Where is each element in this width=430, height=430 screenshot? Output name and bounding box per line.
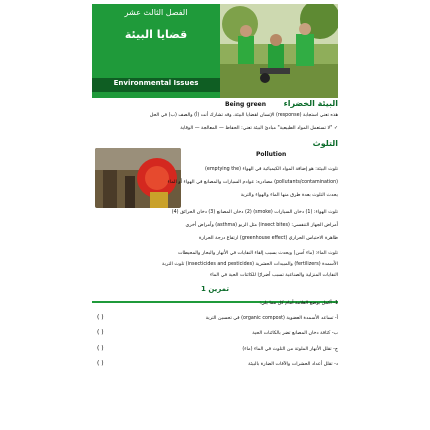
pollution-photo (95, 148, 181, 208)
pollution-line-4: تلوث الهواء: (1) دخان السيارات (smoke) (2) دخان المصانع (3) دخان الحرائق (4) (171, 210, 338, 215)
answer-slot-1[interactable]: ( ) (97, 314, 104, 321)
green-line-1: هذه تعني استجابة (response) الإنسان لقضايا البيئة، وقد تشارك أنت (أ) والصف (ب) في الحل (149, 113, 338, 118)
exercise-instruction: 1- أكمل بوضع العلامة أمام كل مما يلي: (259, 301, 338, 306)
answer-slot-4[interactable]: ( ) (97, 360, 104, 367)
pollution-line-2: (pollutants/contamination) مصادره: عوادم السيارات والمصانع في الهواء أو الماء (167, 180, 338, 185)
pollution-line-7: تلوث الماء: (ماء آسن) ويحدث بسبب إلقاء النفايات في الأنهار والبحار والمحيطات (177, 251, 338, 256)
pollution-title-ar: التلوث (312, 139, 338, 148)
green-section-title-ar: البيئة الخضراء (283, 99, 338, 108)
pollution-line-6: ظاهرة الاحتباس الحراري (greenhouse effect) ارتفاع درجة الحرارة (198, 236, 338, 241)
green-line-2: ✓ "لا تستعمل المواد الطبيعية" مبادئ البيئة تعني: الحفاظ — المعالجة — الوقاية (180, 126, 338, 131)
exercise-item-3: ج- تقلل الأنهار الملوثة من التلوث في الماء (ماء) (242, 347, 338, 352)
pollution-line-8: الأسمدة (fertilizers) والمبيدات الحشرية (insecticides and pesticides) تلوث التربة (162, 262, 338, 267)
exercise-item-1: أ- تساعد الأسمدة العضوية (organic compost) في تحسين التربة (205, 316, 338, 321)
exercise-item-4: د- تقلل أعداد الحشرات والآفات الضارة بالبيئة (248, 362, 338, 367)
answer-slot-2[interactable]: ( ) (97, 329, 104, 336)
green-section-title-en: Being green (225, 101, 267, 108)
unit-title: قضايا البيئة (124, 28, 188, 41)
pollution-line-9: النفايات المنزلية والصناعية تسبب أضرارًا للكائنات الحية في الماء (209, 273, 338, 278)
answer-slot-3[interactable]: ( ) (97, 345, 104, 352)
chapter-title: الفصل الثالث عشر (124, 8, 188, 17)
exercise-item-2: ب- كثافة دخان المصانع تضر بالكائنات الحية (252, 331, 338, 336)
english-title: Environmental Issues (113, 79, 199, 87)
pollution-title-en: Pollution (256, 151, 287, 158)
pollution-line-1: تلوث البيئة: هو إضافة المواد الكيميائية في الهواء (emptying the) (205, 167, 338, 172)
pollution-line-3: يحدث التلوث بعدة طرق منها الماء والهواء والتربة (240, 193, 338, 198)
volunteers-photo (220, 4, 338, 98)
exercise-title: تمرين 1 (195, 285, 235, 293)
pollution-line-5: أمراض الجهاز التنفسي: (insect bites) مثل الربو (asthma) وأمراض أخرى (185, 223, 338, 228)
